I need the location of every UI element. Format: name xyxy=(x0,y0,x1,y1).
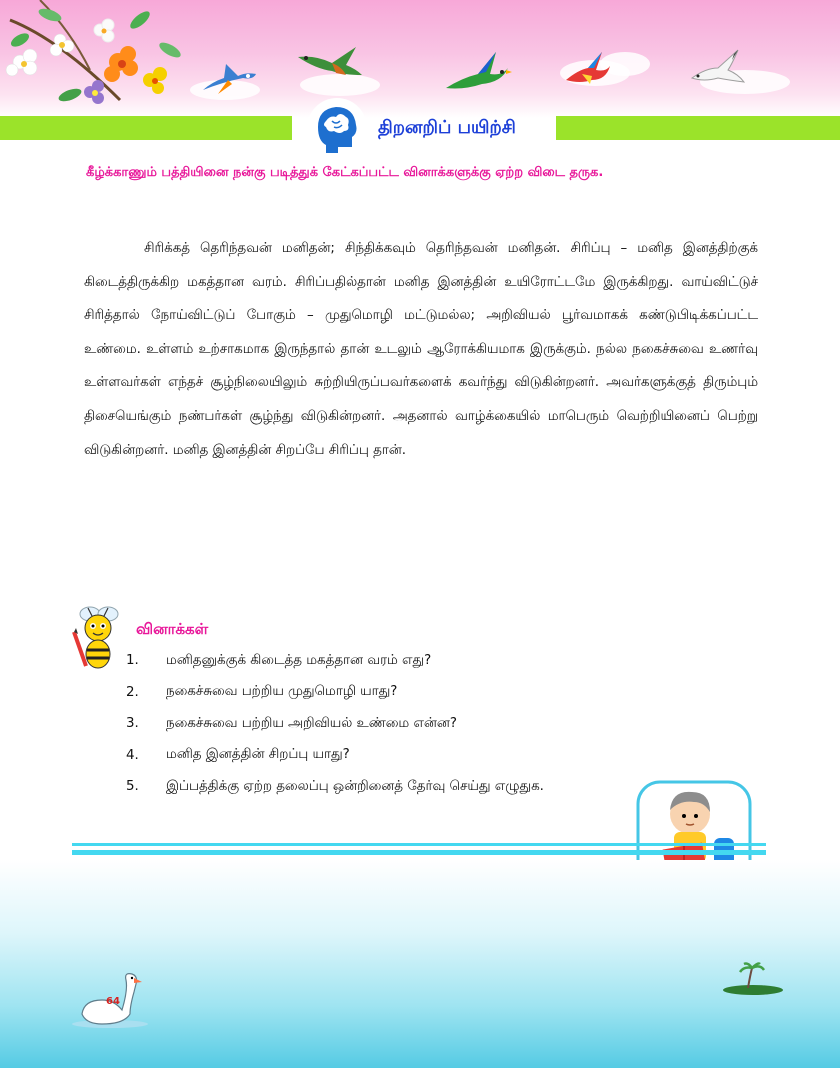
bird-illustration xyxy=(198,60,258,100)
question-item xyxy=(122,708,682,740)
reading-passage xyxy=(84,232,758,467)
question-item xyxy=(122,645,682,677)
island-illustration xyxy=(718,960,788,996)
question-item xyxy=(122,740,682,772)
passage-text: சிரிக்கத் தெரிந்தவன் மனிதன்; சிந்திக்கவும் தெரிந்தவன் மனிதன். சிரிப்பு – மனித இனத்திற்குக் கிடைத்திருக்கிற மகத்தான வரம். சிரிப்பதில்தான் மனித இனத்தின் உயிரோட்டமே இருக்கிறது. வாய்விட்டுச் சிரித்தால் நோய்விட்டுப் போகும் – முதுமொழி மட்டுமல்ல; அறிவியல் பூர்வமாகக் கண்டுபிடிக்கப்பட்ட உண்மை. உள்ளம் உற்சாகமாக இருந்தால் தான் உடலும் ஆரோக்கியமாக இருக்கும். நல்ல நகைச்சுவை உணர்வு உள்ளவர்கள் எந்தச் சூழ்நிலையிலும் சுற்றியிருப்பவர்களைக் கவர்ந்து விடுகின்றனர். அவர்களுக்குத் திரும்பும் திசையெங்கும் நண்பர்கள் சூழ்ந்து விடுகின்றனர். அதனால் வாழ்க்கையில் மாபெரும் வெற்றியினைப் பெற்று விடுகின்றனர். மனித இனத்தின் சிறப்பே சிரிப்பு தான். xyxy=(84,241,758,458)
question-item xyxy=(122,771,682,803)
question-item xyxy=(122,677,682,709)
question-number: 4. xyxy=(126,747,139,763)
questions-list xyxy=(122,645,682,803)
page-number: 64 xyxy=(106,996,120,1007)
header-green-bar-right xyxy=(556,116,840,140)
question-text: நகைச்சுவை பற்றிய முதுமொழி யாது? xyxy=(166,684,398,700)
brain-head-icon xyxy=(304,97,370,159)
questions-heading: வினாக்கள் xyxy=(136,620,209,638)
bird-illustration xyxy=(296,45,366,85)
question-text: மனித இனத்தின் சிறப்பு யாது? xyxy=(166,747,350,763)
question-text: இப்பத்திக்கு ஏற்ற தலைப்பு ஒன்றினைத் தேர்வு செய்து எழுதுக. xyxy=(166,778,544,794)
footer-sea-background xyxy=(0,860,840,1068)
question-number: 3. xyxy=(126,716,139,732)
page-title: திறனறிப் பயிற்சி xyxy=(378,117,516,138)
bird-illustration xyxy=(442,48,512,96)
bee-mascot-icon xyxy=(68,604,128,672)
header-green-bar-left xyxy=(0,116,292,140)
question-number: 2. xyxy=(126,684,139,700)
divider-line xyxy=(72,843,766,846)
instruction-text: கீழ்க்காணும் பத்தியினை நன்கு படித்துக் கேட்கப்பட்ட வினாக்களுக்கு ஏற்ற விடை தருக. xyxy=(86,165,604,180)
divider-line xyxy=(72,850,766,855)
question-number: 5. xyxy=(126,779,139,795)
flowers-illustration xyxy=(0,0,200,120)
question-text: மனிதனுக்குக் கிடைத்த மகத்தான வரம் எது? xyxy=(166,652,432,668)
question-number: 1. xyxy=(126,653,139,669)
question-text: நகைச்சுவை பற்றிய அறிவியல் உண்மை என்ன? xyxy=(166,715,457,731)
section-title xyxy=(300,95,550,161)
seagull-illustration xyxy=(688,46,748,92)
parrot-illustration xyxy=(562,50,612,90)
